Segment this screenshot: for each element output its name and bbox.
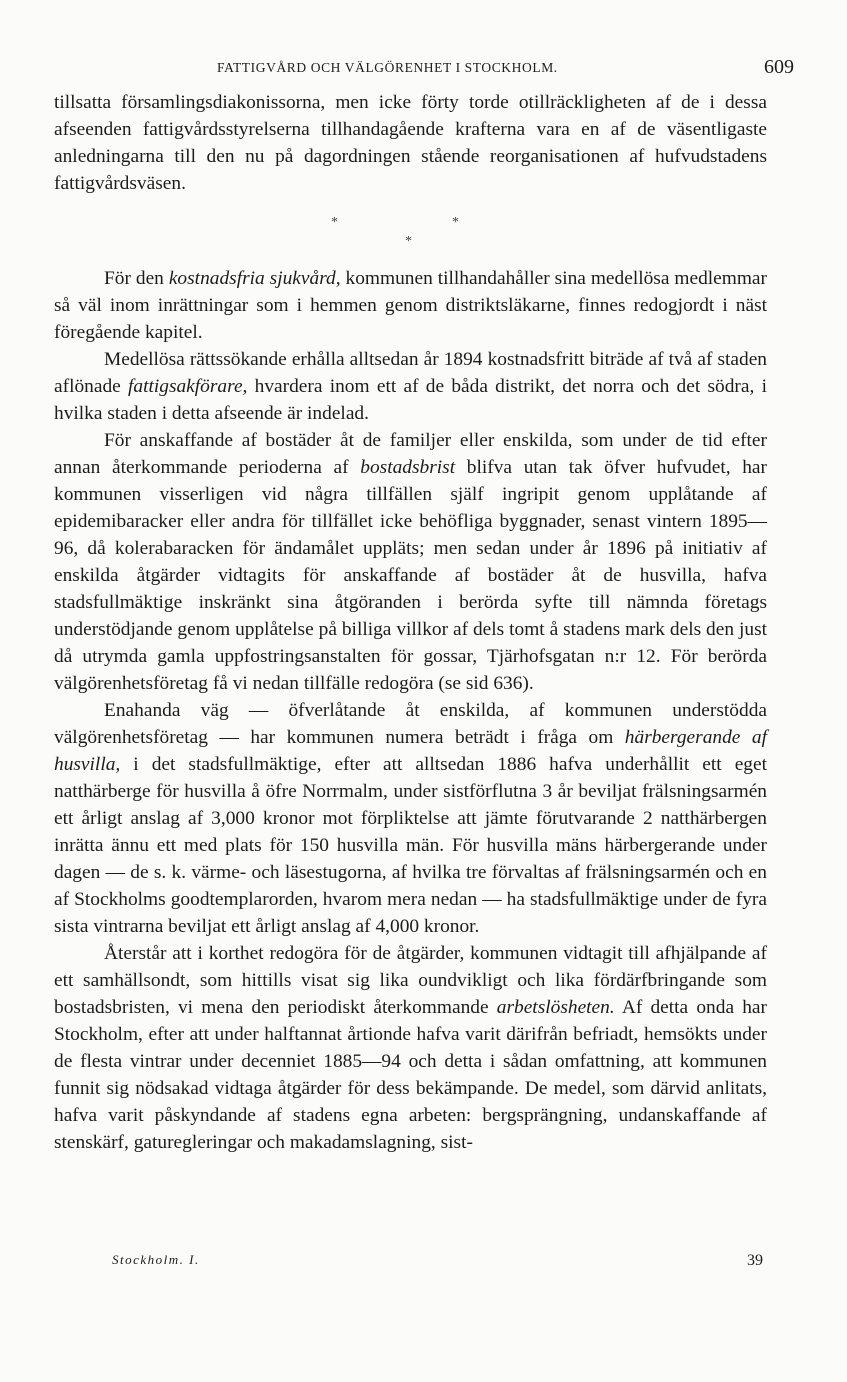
emphasis-fattigsakforare: fattigsakförare, bbox=[128, 376, 248, 397]
paragraph-2-lead: För den bbox=[104, 268, 169, 289]
paragraph-4-lead: För anskaffande af bostäder åt de familjer eller enskilda, som under de tid efter annan återkommande perioderna af bbox=[54, 430, 767, 478]
emphasis-kostnadsfria-sjukvard: kostnadsfria sjukvård, bbox=[168, 268, 341, 289]
running-title: FATTIGVÅRD OCH VÄLGÖRENHET I STOCKHOLM. bbox=[217, 60, 558, 75]
paragraph-4-rest: blifva utan tak öfver hufvudet, har kommunen visserligen vid några tillfällen själf ingripit genom upplåtande af epidemibaracker eller andra för tillfället icke behöfliga byggnader, senast vintern 1895—96, då kolerabaracken för ändamålet uppläts; men sedan under år 1896 på initiativ af enskilda åtgärder vidtagits för anskaffande af bostäder åt de husvilla, hafva stadsfullmäktige inskränkt sina åtgöranden i berörda syfte till nämnda företags understödjande genom upplåtelse på billiga villkor af dels tomt å stadens mark dels den just då utrymda gamla uppfostringsanstalten för gossar, Tjärhofsgatan n:r 12. För berörda välgörenhetsföretag få vi nedan tillfälle redogöra (se sid 636). bbox=[54, 457, 768, 694]
emphasis-harbergerande: härbergerande af husvilla, bbox=[54, 727, 767, 775]
paragraph-6 bbox=[54, 940, 767, 1156]
page-header bbox=[0, 56, 847, 80]
emphasis-arbetslosheten: arbetslösheten. bbox=[496, 997, 615, 1018]
page-number: 609 bbox=[764, 56, 794, 78]
paragraph-5 bbox=[54, 697, 767, 940]
asterisk-ornament-left: * bbox=[331, 215, 338, 230]
asterisk-ornament-bottom: * bbox=[405, 234, 412, 249]
paragraph-3-rest: hvardera inom ett af de båda distrikt, det norra och det södra, i hvilka staden i detta afseende är indelad. bbox=[54, 376, 767, 424]
paragraph-5-lead: Enahanda väg — öfverlåtande åt enskilda, af kommunen understödda välgörenhetsföretag — har kommunen numera beträdt i fråga om bbox=[54, 700, 767, 748]
section-ornament bbox=[54, 197, 767, 265]
paragraph-6-lead: Återstår att i korthet redogöra för de åtgärder, kommunen vidtagit till afhjälpande af ett samhällsondt, som hittills visat sig lika oundvikligt och lika fördärfbringande som bostadsbristen, vi mena den periodiskt återkommande bbox=[54, 943, 767, 1018]
paragraph-6-rest: Af detta onda har Stockholm, efter att under halftannat årtionde hafva varit därifrån befriadt, hemsökts under de flesta vintrar under decenniet 1885—94 och detta i sådan omfattning, att kommunen funnit sig nödsakad vidtaga åtgärder för dess bekämpande. De medel, som därvid anlitats, hafva varit påskyndande af stadens egna arbeten: bergsprängning, undanskaffande af stenskärf, gaturegleringar och makadamslagning, sist- bbox=[54, 997, 767, 1153]
paragraph-2 bbox=[54, 265, 767, 346]
body-text bbox=[54, 89, 767, 1156]
asterisk-ornament-right: * bbox=[452, 215, 459, 230]
signature-number: 39 bbox=[747, 1252, 763, 1269]
paragraph-2-rest: kommunen tillhandahåller sina medellösa medlemmar så väl inom inrättningar som i hemmen genom distriktsläkarne, finnes redogjordt i näst föregående kapitel. bbox=[54, 268, 767, 343]
paragraph-5-rest: i det stadsfullmäktige, efter att alltsedan 1886 hafva underhållit ett eget natthärberge för husvilla å öfre Norrmalm, under sistförflutna 3 år beviljat frälsningsarmén ett årligt anslag af 3,000 kronor mot förpliktelse att jämte förutvarande 2 natthärbergen inrätta ännu ett med plats för 150 husvilla män. För husvilla mäns härbergerande under dagen — de s. k. värme- och läsestugorna, af hvilka tre förvaltas af frälsningsarmén och en af Stockholms goodtemplarorden, hvarom mera nedan — ha stadsfullmäktige under de fyra sista vintrarna beviljat ett årligt anslag af 4,000 kronor. bbox=[54, 754, 767, 937]
paragraph-4 bbox=[54, 427, 767, 697]
paragraph-3 bbox=[54, 346, 767, 427]
emphasis-bostadsbrist: bostadsbrist bbox=[360, 457, 456, 478]
page-footer bbox=[0, 1252, 847, 1272]
printer-signature: Stockholm. I. bbox=[112, 1252, 200, 1267]
paragraph-1: tillsatta församlingsdiakonissorna, men icke förty torde otillräckligheten af de i dessa afseenden fattigvårdsstyrelserna tillhandagående krafterna vara en af de väsentligaste anledningarna till den nu på dagordningen stående reorganisationen af hufvudstadens fattigvårdsväsen. bbox=[54, 92, 767, 194]
paragraph-3-lead: Medellösa rättssökande erhålla alltsedan år 1894 kostnadsfritt biträde af två af staden aflönade bbox=[54, 349, 767, 397]
